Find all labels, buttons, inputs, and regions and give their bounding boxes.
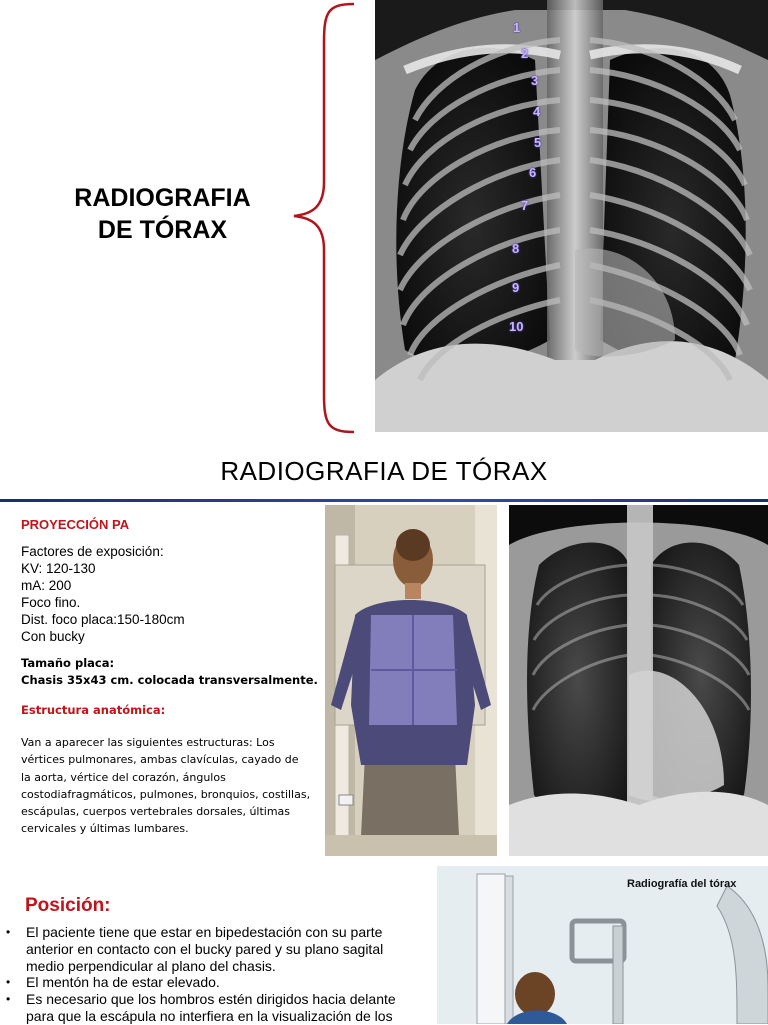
chest-xray-pa-image bbox=[509, 505, 768, 856]
rib-number-label: 5 bbox=[534, 135, 542, 150]
list-item-text: Es necesario que los hombros estén dirigidos hacia delante para que la escápula no interfiera en la visualización de los bbox=[26, 991, 396, 1024]
slide1-title bbox=[40, 182, 285, 246]
projection-heading: PROYECCIÓN PA bbox=[21, 517, 130, 532]
exposure-line: Con bucky bbox=[21, 629, 85, 644]
slide1-title-line1: RADIOGRAFIA bbox=[74, 184, 251, 212]
exposure-factors bbox=[21, 543, 185, 645]
position-list bbox=[6, 924, 416, 1025]
exposure-line: Dist. foco placa:150-180cm bbox=[21, 612, 185, 627]
list-item bbox=[6, 974, 416, 991]
list-item-text: El paciente tiene que estar en bipedestación con su parte anterior en contacto con el bucky pared y su plano sagital medio perpendicular al plano del chasis. bbox=[26, 924, 384, 974]
rib-number-label: 2 bbox=[521, 46, 529, 61]
exposure-line: KV: 120-130 bbox=[21, 561, 96, 576]
rib-number-label: 7 bbox=[521, 198, 529, 213]
chest-xray-drawing bbox=[375, 0, 768, 432]
anatomy-text: Van a aparecer las siguientes estructuras: Los vértices pulmonares, ambas clavículas, cayado de la aorta, vértice del corazón, ángulos costodiafragmáticos, pulmones, bronquios, costillas, escápulas, cuerpos vertebrales dorsales, últimas cervicales y últimas lumbares. bbox=[21, 736, 311, 836]
patient-positioning-photo bbox=[325, 505, 497, 856]
plate-size bbox=[21, 655, 318, 689]
bullet-icon: • bbox=[6, 975, 11, 990]
anatomy-heading: Estructura anatómica: bbox=[21, 703, 166, 717]
slide2-title: RADIOGRAFIA DE TÓRAX bbox=[220, 456, 548, 486]
exposure-line: mA: 200 bbox=[21, 578, 72, 593]
divider-line bbox=[0, 499, 768, 502]
rib-number-label: 1 bbox=[513, 20, 521, 35]
exposure-line: Factores de exposición: bbox=[21, 544, 164, 559]
plate-size-value: Chasis 35x43 cm. colocada transversalmente. bbox=[21, 673, 318, 687]
chest-xray-pa-drawing bbox=[509, 505, 768, 856]
chest-xray-image bbox=[375, 0, 768, 432]
rib-number-label: 8 bbox=[512, 241, 520, 256]
patient-photo-drawing bbox=[325, 505, 497, 856]
slide1-title-line2: DE TÓRAX bbox=[97, 216, 228, 244]
rib-number-label: 4 bbox=[533, 104, 541, 119]
position-heading: Posición: bbox=[25, 895, 111, 916]
bullet-icon: • bbox=[6, 992, 11, 1007]
rib-number-label: 3 bbox=[531, 73, 539, 88]
plate-size-label: Tamaño placa: bbox=[21, 656, 115, 670]
rib-number-label: 9 bbox=[512, 280, 520, 295]
list-item-text: El mentón ha de estar elevado. bbox=[26, 974, 220, 991]
exposure-line: Foco fino. bbox=[21, 595, 81, 610]
rib-number-label: 6 bbox=[529, 165, 537, 180]
list-item bbox=[6, 991, 416, 1025]
list-item bbox=[6, 924, 416, 974]
bullet-icon: • bbox=[6, 925, 11, 939]
rib-number-label: 10 bbox=[509, 319, 524, 334]
curly-brace-icon bbox=[288, 2, 358, 434]
illustration-title: Radiografía del tórax bbox=[627, 878, 737, 890]
xray-stand-illustration bbox=[437, 866, 768, 1024]
